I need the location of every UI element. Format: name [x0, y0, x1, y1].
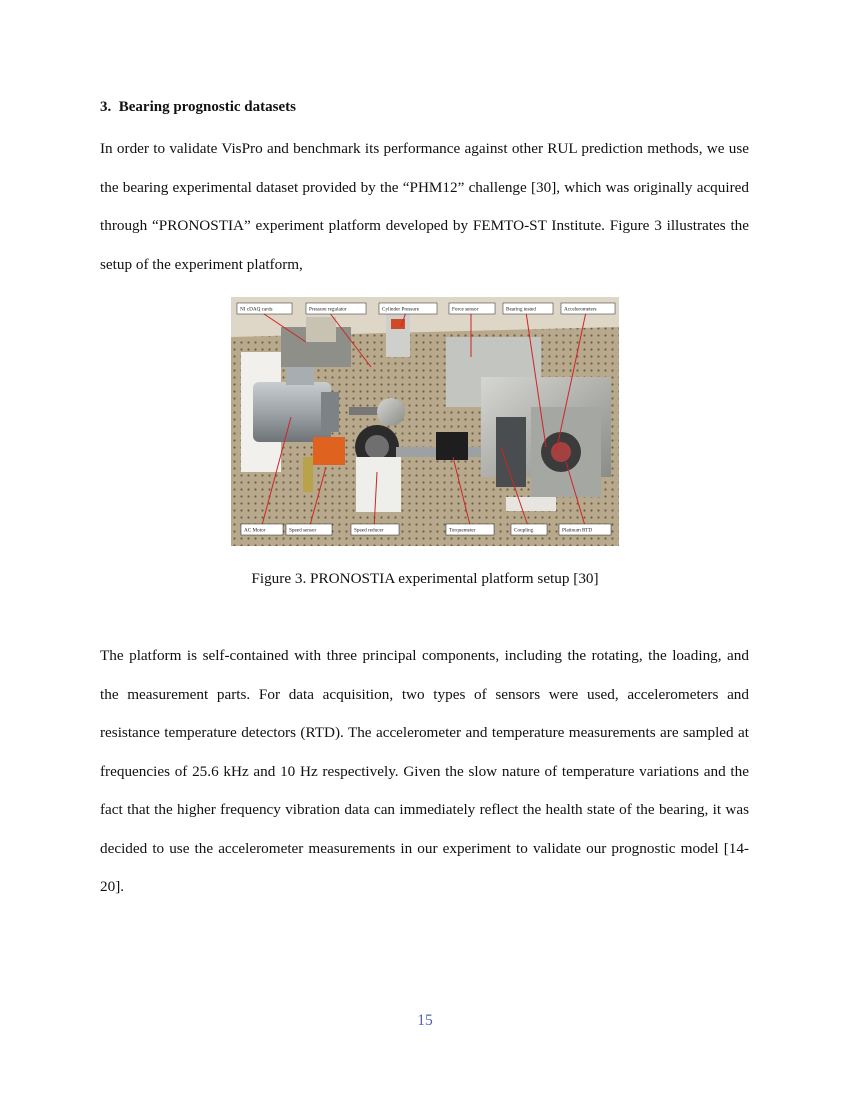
label-ac-motor: AC Motor — [244, 527, 266, 534]
label-bearing-tested: Bearing tested — [506, 306, 536, 313]
label-force-sensor: Force sensor — [452, 306, 479, 313]
label-platinum-rtd: Platinum RTD — [562, 527, 593, 534]
label-speed-reducer: Speed reducer — [354, 527, 384, 534]
label-pressure-regulator: Pressure regulator — [309, 306, 347, 313]
label-ni-cdaq: NI cDAQ cards — [240, 306, 273, 313]
figure-caption: Figure 3. PRONOSTIA experimental platform setup [30] — [251, 570, 599, 587]
body-paragraph-2: The platform is self-contained with three principal components, including the rotating, the loading, and the measurement parts. For data acquisition, two types of sensors were used, accelerometers and resistance temperature detectors (RTD). The accelerometer and temperature measurements are sampled at frequencies of 25.6 kHz and 10 Hz respectively. Given the slow nature of temperature variations and the fact that the higher frequency vibration data can immediately reflect the health state of the bearing, it was decided to use the accelerometer measurements in our experiment to validate our prognostic model [14-20]. — [100, 647, 749, 895]
label-coupling: Coupling — [514, 527, 534, 534]
label-accelerometers: Accelerometers — [564, 306, 597, 313]
section-title: Bearing prognostic datasets — [118, 99, 296, 115]
figure-pronostia-photo — [231, 297, 619, 546]
section-number: 3. — [100, 99, 112, 115]
label-speed-sensor: Speed sensor — [289, 527, 317, 534]
label-torquemeter: Torquemeter — [449, 527, 476, 534]
body-paragraph-1: In order to validate VisPro and benchmark its performance against other RUL prediction methods, we use the bearing experimental dataset provided by the “PHM12” challenge [30], which was originally acquired through “PRONOSTIA” experiment platform developed by FEMTO-ST Institute. Figure 3 illustrates the setup of the experiment platform, — [100, 140, 749, 273]
label-cylinder-pressure: Cylinder Pressure — [382, 306, 420, 313]
section-heading — [100, 99, 296, 116]
page-number: 15 — [417, 1012, 433, 1029]
platform-photo-illustration — [231, 297, 619, 546]
